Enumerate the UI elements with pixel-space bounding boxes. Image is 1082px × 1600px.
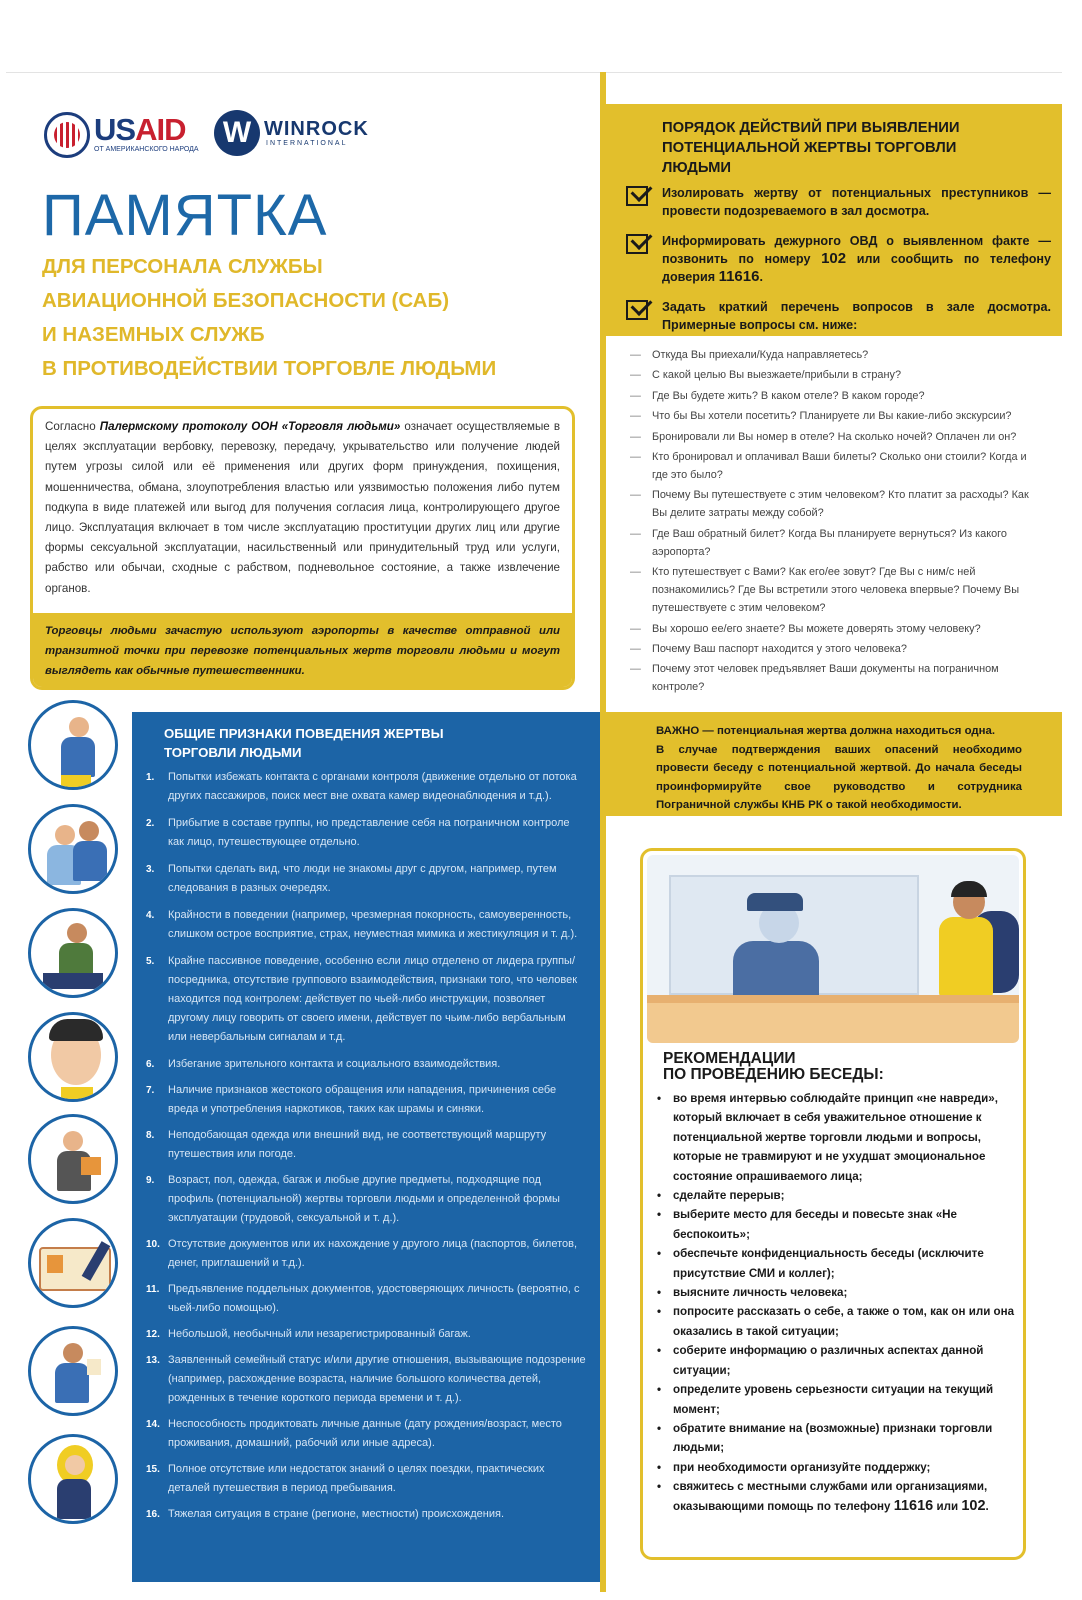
- question-item: — С какой целью Вы выезжаете/прибыли в страну?: [630, 366, 1034, 384]
- procedure-step: [626, 184, 1051, 220]
- sign-text: Отсутствие документов или их нахождение у другого лица (паспортов, билетов, денег, приглашений и т.д.).: [168, 1238, 577, 1269]
- procedure-steps: [626, 184, 1051, 346]
- recommendations-list: [655, 1089, 1017, 1516]
- subtitle-line: В ПРОТИВОДЕЙСТВИИ ТОРГОВЛЕ ЛЮДЬМИ: [42, 357, 497, 380]
- usaid-logo-text: US: [94, 112, 136, 147]
- sign-number: 9.: [146, 1175, 155, 1186]
- sign-text: Заявленный семейный статус и/или другие отношения, вызывающие подозрение (например, расхождение возраста, наличие большого количества детей, рожденных в течение короткого периода времени и т. д.).: [168, 1354, 586, 1404]
- sign-text: Неспособность продиктовать личные данные (дату рождения/возраст, место проживания, домашний, рабочий или иные адреса).: [168, 1418, 562, 1449]
- sign-number: 2.: [146, 818, 155, 829]
- question-item: — Почему этот человек предъявляет Ваши документы на пограничном контроле?: [630, 660, 1034, 696]
- recommendation-item: • сделайте перерыв;: [655, 1186, 1017, 1205]
- subtitle-line: АВИАЦИОННОЙ БЕЗОПАСНОСТИ (САБ): [42, 289, 450, 312]
- checkbox-icon: [626, 300, 648, 320]
- border-control-illustration: [647, 855, 1019, 1043]
- sign-item: [146, 1280, 586, 1318]
- definition-text: [33, 409, 572, 599]
- question-item: — Почему Вы путешествуете с этим человеком? Кто платит за расходы? Как Вы делите затраты между собой?: [630, 486, 1034, 522]
- sign-item: [146, 1505, 586, 1524]
- man-with-box-icon: [28, 1114, 118, 1204]
- desk-icon: [647, 1003, 1019, 1043]
- worried-face-icon: [28, 1012, 118, 1102]
- couple-travelers-icon: [28, 804, 118, 894]
- checkbox-icon: [626, 186, 648, 206]
- recommendations-title: [663, 1051, 884, 1083]
- important-line: В случае подтверждения ваших опасений необходимо провести беседу с потенциальной жертвой. До начала беседы проинформируйте свое руководство и сотрудника Пограничной службы КНБ РК о такой необходимости.: [656, 743, 1022, 811]
- page-subtitle: [42, 250, 602, 386]
- winrock-logo-icon: W: [214, 110, 260, 156]
- palermo-protocol-name: Палермскому протоколу ООН «Торговля людьми»: [99, 420, 401, 433]
- recommendation-item: • при необходимости организуйте поддержку;: [655, 1458, 1017, 1477]
- recommendations-title-line: РЕКОМЕНДАЦИИ: [663, 1050, 796, 1067]
- recommendations-title-line: ПО ПРОВЕДЕНИЮ БЕСЕДЫ:: [663, 1066, 884, 1083]
- police-phone-number: 102: [961, 1497, 986, 1514]
- question-item: — Где Вы будете жить? В каком отеле? В каком городе?: [630, 387, 1034, 405]
- definition-body: означает осуществляемые в целях эксплуатации вербовку, перевозку, передачу, укрывательство или получение людей путем угрозы силой или её применения или других форм принуждения, похищения, мошенничества, обмана, злоупотребления властью или уязвимостью положения либо путем подкупа в виде платежей или выгод для получения согласия лица, контролирующего другое лицо. Эксплуатация включает в том числе эксплуатацию проституции других лиц или другие формы сексуальной эксплуатации, насильственный или принудительный труд или услуги, рабство или обычаи, сходные с рабством, подневольное состояние, а также извлечение органов.: [45, 420, 560, 595]
- sign-text: Тяжелая ситуация в стране (регионе, местности) происхождения.: [168, 1508, 505, 1520]
- subtitle-line: И НАЗЕМНЫХ СЛУЖБ: [42, 323, 265, 346]
- sign-item: [146, 1126, 586, 1164]
- question-item: — Откуда Вы приехали/Куда направляетесь?: [630, 346, 1034, 364]
- checkbox-icon: [626, 234, 648, 254]
- subtitle-line: ДЛЯ ПЕРСОНАЛА СЛУЖБЫ: [42, 255, 323, 278]
- sign-item: [146, 814, 586, 852]
- important-line: ВАЖНО — потенциальная жертва должна находиться одна.: [656, 725, 995, 737]
- sign-item: [146, 906, 586, 944]
- sign-item: [146, 1325, 586, 1344]
- recommendations-box: [640, 848, 1026, 1560]
- behavior-signs-title-line: ТОРГОВЛИ ЛЮДЬМИ: [164, 745, 302, 760]
- sign-text: Прибытие в составе группы, но представление себя на пограничном контроле как лицо, путешествующее отдельно.: [168, 817, 570, 848]
- sign-item: [146, 1055, 586, 1074]
- recommendation-item: [655, 1477, 1017, 1516]
- page-title: ПАМЯТКА: [42, 183, 328, 248]
- question-item: — Почему Ваш паспорт находится у этого человека?: [630, 640, 1034, 658]
- hotline-phone-number: 11616: [718, 268, 760, 285]
- winrock-logo-text: WINROCK: [264, 118, 369, 140]
- woman-on-phone-icon: [28, 1434, 118, 1524]
- sign-text: Небольшой, необычный или незарегистрированный багаж.: [168, 1328, 471, 1340]
- officer-icon: [733, 941, 819, 1003]
- procedure-step-text: Изолировать жертву от потенциальных преступников — провести подозреваемого в зал досмотра.: [662, 186, 1051, 218]
- recommendation-item: • выясните личность человека;: [655, 1283, 1017, 1302]
- recommendation-text: или: [936, 1499, 959, 1513]
- important-notice: [606, 712, 1062, 816]
- recommendation-item: • во время интервью соблюдайте принцип «не навреди», который включает в себя уважительное отношение к потенциальной жертве торговли людьми и вопросы, которые не травмируют и не ухудшат эмоциональное состояние опрашиваемого лица;: [655, 1089, 1017, 1186]
- police-phone-number: 102: [821, 250, 847, 267]
- sign-number: 4.: [146, 910, 155, 921]
- question-item: — Бронировали ли Вы номер в отеле? На сколько ночей? Оплачен ли он?: [630, 428, 1034, 446]
- usaid-logo: [94, 112, 185, 148]
- sign-text: Попытки сделать вид, что люди не знакомы друг с другом, например, путем следования в разных очередях.: [168, 863, 557, 894]
- seated-man-icon: [28, 908, 118, 998]
- traveler-with-suitcase-icon: [28, 700, 118, 790]
- sign-item: [146, 768, 586, 806]
- question-item: — Кто путешествует с Вами? Как его/ее зовут? Где Вы с ним/с ней познакомились? Где Вы встретили этого человека впервые? Почему Вы путешествуете с этим человеком?: [630, 563, 1034, 617]
- sign-item: [146, 1351, 586, 1408]
- behavior-signs-panel: [132, 712, 600, 1582]
- sign-number: 12.: [146, 1329, 160, 1340]
- question-item: — Кто бронировал и оплачивал Ваши билеты? Сколько они стоили? Когда и где это было?: [630, 448, 1034, 484]
- procedure-step-text: Задать краткий перечень вопросов в зале досмотра. Примерные вопросы см. ниже:: [662, 300, 1051, 332]
- sign-number: 6.: [146, 1059, 155, 1070]
- man-with-documents-icon: [28, 1326, 118, 1416]
- sign-number: 11.: [146, 1284, 160, 1295]
- behavior-signs-title: [164, 724, 444, 762]
- sign-item: [146, 1460, 586, 1498]
- passport-document-icon: [28, 1218, 118, 1308]
- winrock-tagline: INTERNATIONAL: [266, 140, 348, 147]
- sign-item: [146, 1171, 586, 1228]
- sign-number: 5.: [146, 956, 155, 967]
- sign-text: Крайности в поведении (например, чрезмерная покорность, самоуверенность, слишком острое восприятие, страх, неуместная мимика и жестикуляция и т. д.).: [168, 909, 578, 940]
- sign-text: Избегание зрительного контакта и социального взаимодействия.: [168, 1058, 501, 1070]
- question-item: — Что бы Вы хотели посетить? Планируете ли Вы какие-либо экскурсии?: [630, 407, 1034, 425]
- procedure-step: [626, 232, 1051, 286]
- sign-number: 8.: [146, 1130, 155, 1141]
- sign-number: 16.: [146, 1509, 160, 1520]
- definition-lead: Согласно: [45, 420, 96, 433]
- punctuation: .: [985, 1499, 989, 1513]
- procedure-step-text: или сообщить по телефону доверия: [662, 252, 1051, 284]
- recommendation-item: • обратите внимание на (возможные) признаки торговли людьми;: [655, 1419, 1017, 1458]
- partner-logos: [44, 110, 584, 160]
- traveler-hair-icon: [951, 881, 987, 897]
- airport-warning-note: Торговцы людьми зачастую используют аэропорты в качестве отправной или транзитной точки при перевозке потенциальных жертв торговли людьми и могут выглядеть как обычные путешественники.: [33, 613, 572, 690]
- sign-text: Крайне пассивное поведение, особенно если лицо отделено от лидера группы/посредника, отсутствие группового взаимодействия, признаки того, что человек находится под контролем: действует по чьей-либо инструкции, позволяет другому лицу говорить от своего имени, действует по чьим-либо вербальным или невербальным сигналам и т.д.: [168, 955, 578, 1043]
- recommendation-item: • определите уровень серьезности ситуации на текущий момент;: [655, 1380, 1017, 1419]
- sign-number: 3.: [146, 864, 155, 875]
- procedure-step-text: Информировать дежурного ОВД о выявленном факте — позвонить по номеру: [662, 234, 1051, 266]
- usaid-seal-icon: [44, 112, 90, 158]
- sign-text: Попытки избежать контакта с органами контроля (движение отдельно от потока других пассажиров, поиск мест вне охвата камер видеонаблюдения и т.д.).: [168, 771, 577, 802]
- sign-text: Возраст, пол, одежда, багаж и любые другие предметы, подходящие под профиль (потенциальной) жертвы торговли людьми и определенной формы эксплуатации (трудовой, сексуальной и т. д.).: [168, 1174, 560, 1224]
- sign-item: [146, 1415, 586, 1453]
- recommendation-text: свяжитесь с местными службами или организациями, оказывающими помощь по телефону: [673, 1480, 988, 1513]
- sign-number: 1.: [146, 772, 155, 783]
- behavior-signs-title-line: ОБЩИЕ ПРИЗНАКИ ПОВЕДЕНИЯ ЖЕРТВЫ: [164, 726, 444, 741]
- sign-item: [146, 1081, 586, 1119]
- definition-box: [30, 406, 575, 690]
- procedure-title: ПОРЯДОК ДЕЙСТВИЙ ПРИ ВЫЯВЛЕНИИ ПОТЕНЦИАЛЬНОЙ ЖЕРТВЫ ТОРГОВЛИ ЛЮДЬМИ: [662, 120, 960, 176]
- sign-number: 7.: [146, 1085, 155, 1096]
- punctuation: .: [759, 270, 763, 284]
- sign-number: 10.: [146, 1239, 160, 1250]
- traveler-icon: [939, 917, 993, 997]
- sign-item: [146, 952, 586, 1047]
- sign-number: 14.: [146, 1419, 160, 1430]
- illustration-strip: [6, 712, 132, 1582]
- sign-number: 13.: [146, 1355, 160, 1366]
- sign-text: Предъявление поддельных документов, удостоверяющих личность (вероятно, с чьей-либо помощью).: [168, 1283, 580, 1314]
- officer-cap-icon: [747, 893, 803, 911]
- recommendation-item: • соберите информацию о различных аспектах данной ситуации;: [655, 1341, 1017, 1380]
- usaid-logo-text-red: AID: [135, 112, 186, 147]
- sign-text: Наличие признаков жестокого обращения или нападения, причинения себе вреда и употребления наркотиков, таких как шрамы и синяки.: [168, 1084, 557, 1115]
- procedure-step: [626, 298, 1051, 334]
- question-item: — Вы хорошо ее/его знаете? Вы можете доверять этому человеку?: [630, 620, 1034, 638]
- hotline-phone-number: 11616: [893, 1497, 934, 1514]
- sign-text: Неподобающая одежда или внешний вид, не соответствующий маршруту путешествия или погоде.: [168, 1129, 547, 1160]
- sign-item: [146, 860, 586, 898]
- behavior-signs-list: [146, 768, 586, 1524]
- sign-item: [146, 1235, 586, 1273]
- procedure-panel: [606, 104, 1062, 336]
- recommendation-item: • выберите место для беседы и повесьте знак «Не беспокоить»;: [655, 1205, 1017, 1244]
- recommendation-item: • попросите рассказать о себе, а также о том, как он или она оказались в такой ситуации;: [655, 1302, 1017, 1341]
- sample-questions-list: [630, 346, 1034, 699]
- recommendation-item: • обеспечьте конфиденциальность беседы (исключите присутствие СМИ и коллег);: [655, 1244, 1017, 1283]
- usaid-tagline: ОТ АМЕРИКАНСКОГО НАРОДА: [94, 146, 199, 153]
- sign-text: Полное отсутствие или недостаток знаний о целях поездки, практических деталей путешествия в период пребывания.: [168, 1463, 545, 1494]
- sign-number: 15.: [146, 1464, 160, 1475]
- question-item: — Где Ваш обратный билет? Когда Вы планируете вернуться? Из какого аэропорта?: [630, 525, 1034, 561]
